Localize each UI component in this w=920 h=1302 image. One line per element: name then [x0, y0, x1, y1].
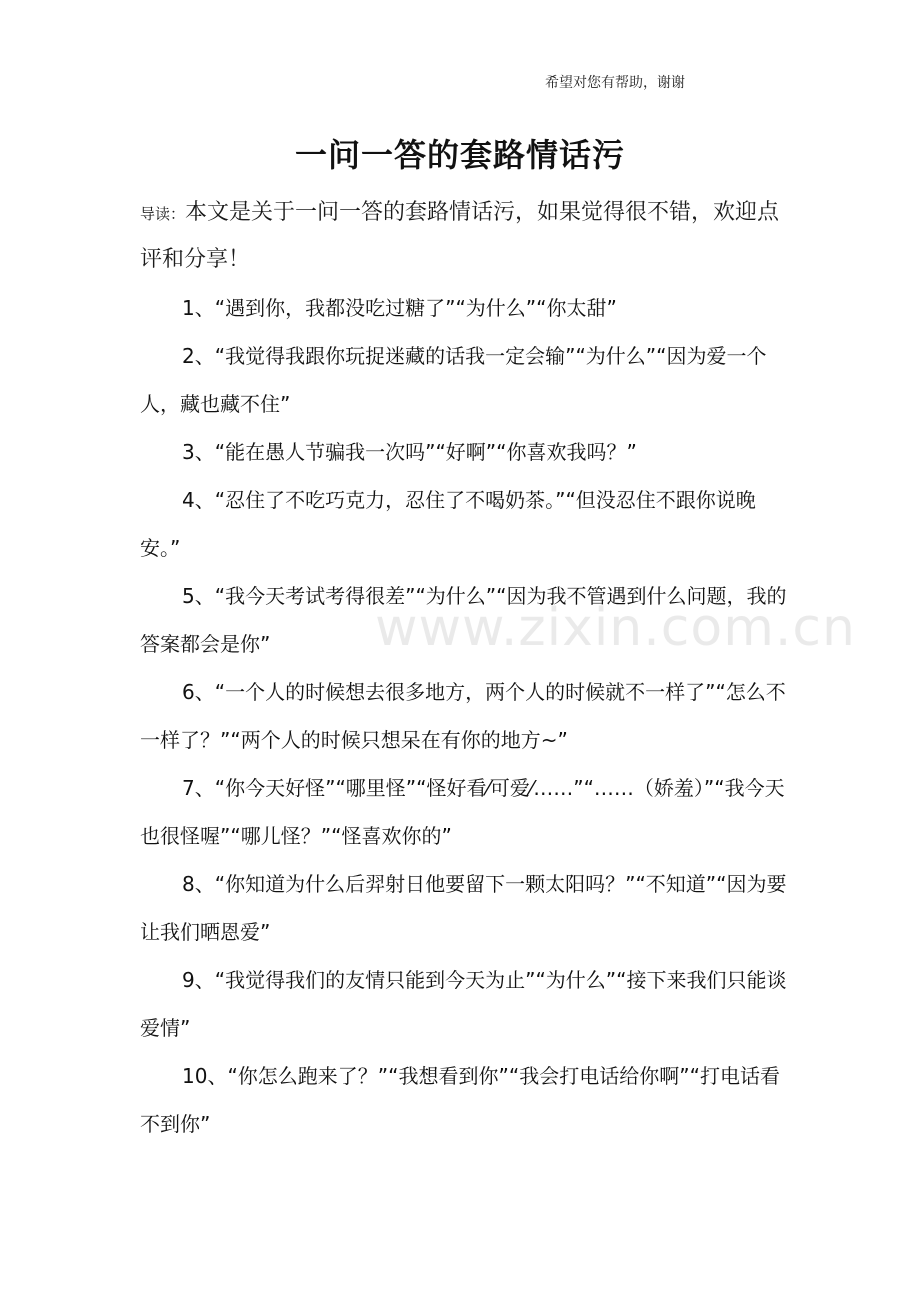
header-note: 希望对您有帮助，谢谢 [545, 75, 685, 91]
item-list [140, 284, 790, 1148]
intro-label: 导读： [140, 205, 186, 223]
list-item: 6、“一个人的时候想去很多地方，两个人的时候就不一样了”“怎么不一样了？”“两个人的时候只想呆在有你的地方~” [140, 680, 786, 752]
list-item: 5、“我今天考试考得很差”“为什么”“因为我不管遇到什么问题，我的答案都会是你” [140, 584, 787, 656]
watermark: www.zixin.com.cn [375, 598, 856, 658]
list-item: 4、“忍住了不吃巧克力，忍住了不喝奶茶。”“但没忍住不跟你说晚安。” [140, 488, 756, 560]
page-title: 一问一答的套路情话污 [294, 136, 625, 174]
list-item: 7、“你今天好怪”“哪里怪”“怪好看⁄可爱⁄……”“……（娇羞）”“我今天也很怪喔”“哪儿怪？”“怪喜欢你的” [140, 776, 785, 848]
list-item: 1、“遇到你，我都没吃过糖了”“为什么”“你太甜” [182, 296, 617, 320]
list-item: 10、“你怎么跑来了？”“我想看到你”“我会打电话给你啊”“打电话看不到你” [140, 1064, 780, 1136]
intro-text: 本文是关于一问一答的套路情话污，如果觉得很不错，欢迎点评和分享！ [140, 200, 780, 272]
intro-paragraph [140, 190, 800, 282]
list-item: 3、“能在愚人节骗我一次吗”“好啊”“你喜欢我吗？” [182, 440, 637, 464]
list-item: 2、“我觉得我跟你玩捉迷藏的话我一定会输”“为什么”“因为爱一个人，藏也藏不住” [140, 344, 767, 416]
list-item: 8、“你知道为什么后羿射日他要留下一颗太阳吗？”“不知道”“因为要让我们晒恩爱” [140, 872, 787, 944]
list-item: 9、“我觉得我们的友情只能到今天为止”“为什么”“接下来我们只能谈爱情” [140, 968, 787, 1040]
